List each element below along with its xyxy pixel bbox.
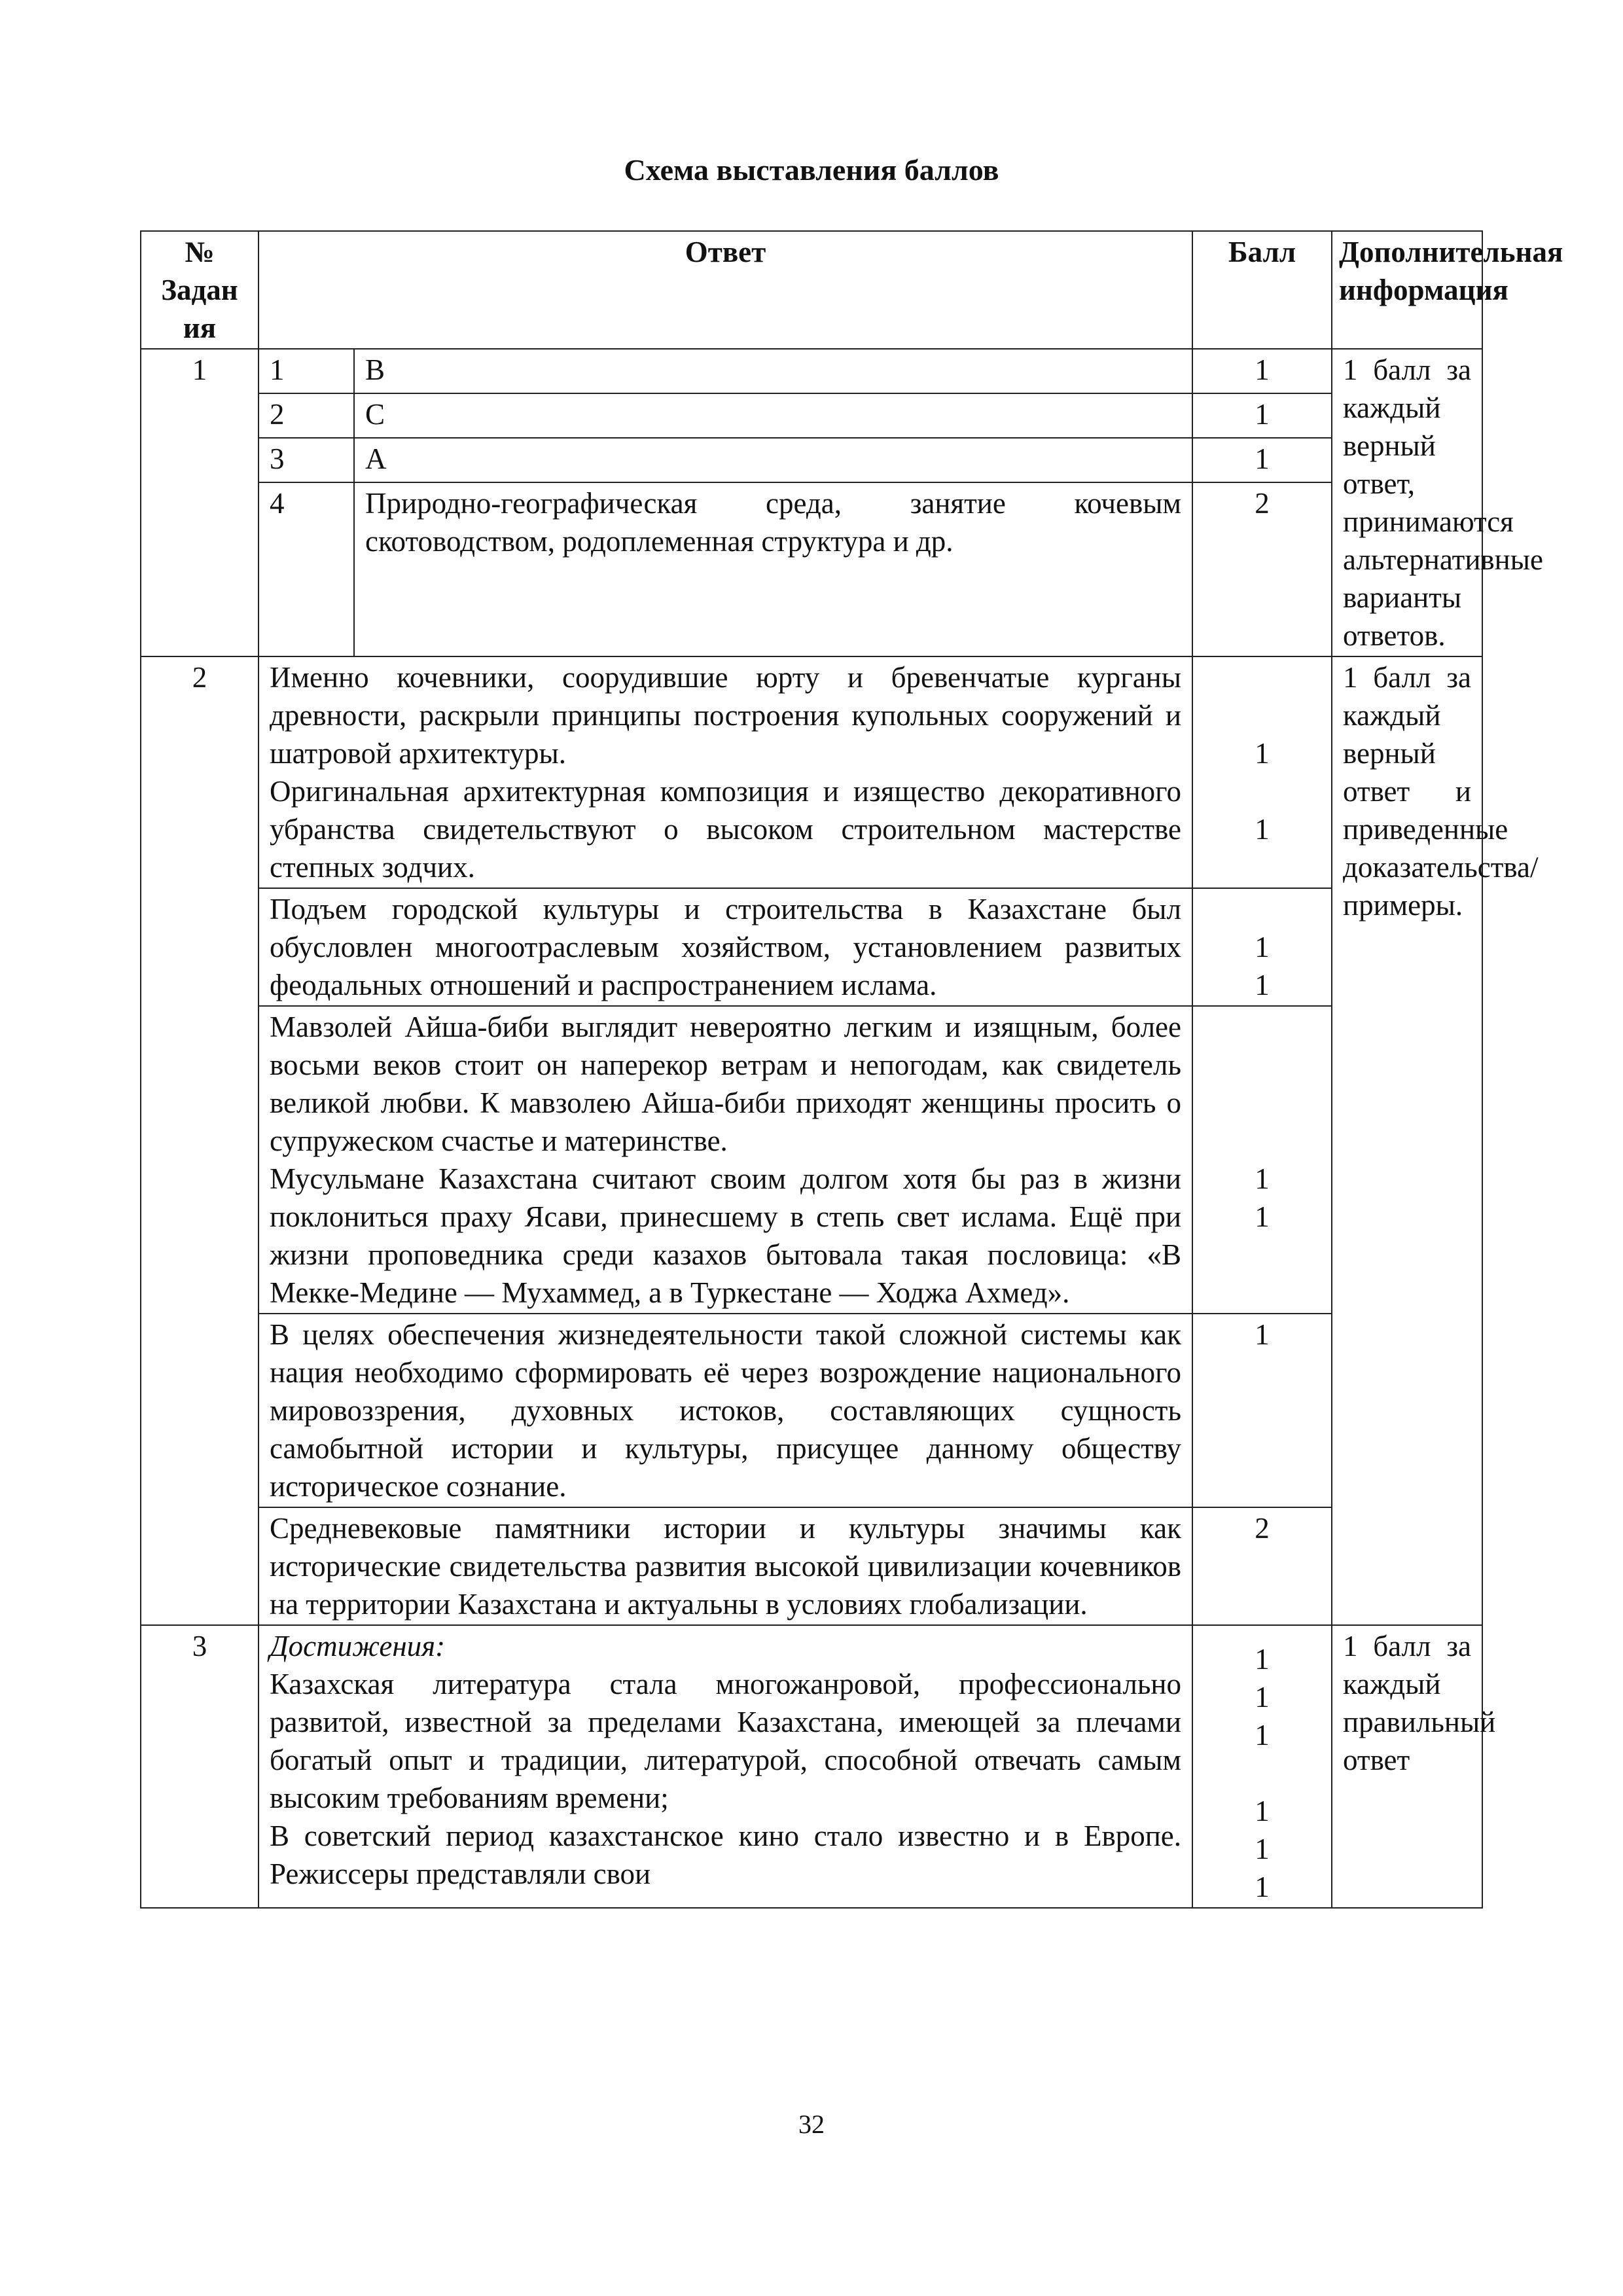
points-value: 1: [1255, 931, 1270, 963]
header-task-number: № Задан ия: [141, 231, 259, 349]
points-value: 1: [1255, 1162, 1270, 1195]
table-row: [141, 888, 1482, 1006]
page-number: 32: [798, 2109, 825, 2139]
points-value: 1: [1255, 969, 1270, 1001]
points-value: 1: [1255, 1318, 1270, 1351]
header-answer: Ответ: [259, 231, 1192, 349]
info-cell: 1 балл за каждый правильный ответ: [1332, 1625, 1482, 1908]
answer-cell: [259, 1314, 1192, 1507]
points-cell: 1: [1192, 393, 1332, 438]
table-row: [141, 656, 1482, 888]
points-cell: 2: [1192, 482, 1332, 656]
points-value: 1: [1255, 1643, 1270, 1676]
answer-cell: [259, 888, 1192, 1006]
answer-paragraph: Именно кочевники, соорудившие юрту и бревенчатые курганы древности, раскрыли принципы построения купольных сооружений и шатровой архитектуры.: [270, 661, 1181, 770]
info-cell: 1 балл за каждый верный ответ и приведенные доказательства/ примеры.: [1332, 656, 1482, 1625]
points-cell: [1192, 1006, 1332, 1314]
header-info: Дополнительная информация: [1332, 231, 1482, 349]
table-row: [141, 393, 1482, 438]
answer-cell: A: [354, 438, 1192, 482]
points-value: 1: [1255, 737, 1270, 770]
points-value: 1: [1255, 1681, 1270, 1713]
answer-paragraph: Мавзолей Айша-биби выглядит невероятно легким и изящным, более восьми веков стоит он наперекор ветрам и непогодам, как свидетель великой любви. К мавзолею Айша-биби приходят женщины просить о супружеском счастье и материнстве.: [270, 1011, 1181, 1157]
sub-number: 3: [259, 438, 354, 482]
answer-paragraph: Оригинальная архитектурная композиция и изящество декоративного убранства свидетельствуют о высоком строительном мастерстве степных зодчих.: [270, 775, 1181, 884]
answer-paragraph: В целях обеспечения жизнедеятельности такой сложной системы как нация необходимо сформировать её через возрождение национального мировоззрения, духовных истоков, составляющих сущность самобытной истории и культуры, присущее данному обществу историческое сознание.: [270, 1318, 1181, 1503]
answer-paragraph: Казахская литература стала многожанровой, профессионально развитой, известной за пределами Казахстана, имеющей за плечами богатый опыт и традиции, литературой, способной отвечать самым высоким требованиям времени;: [270, 1668, 1181, 1814]
answer-cell: [259, 1006, 1192, 1314]
table-row: [141, 1625, 1482, 1908]
points-cell: [1192, 1625, 1332, 1908]
answer-cell: [259, 1625, 1192, 1908]
answer-paragraph: В советский период казахстанское кино стало известно и в Европе. Режиссеры представляли свои: [270, 1820, 1181, 1890]
points-value: 1: [1255, 1871, 1270, 1903]
points-cell: [1192, 888, 1332, 1006]
page-title: Схема выставления баллов: [624, 153, 999, 187]
table-row: [141, 438, 1482, 482]
score-table: [140, 230, 1563, 1909]
answer-cell: [259, 656, 1192, 888]
table-row: [141, 1314, 1482, 1507]
points-value: 2: [1255, 1512, 1270, 1545]
points-value: 1: [1255, 1833, 1270, 1865]
answer-paragraph: Средневековые памятники истории и культуры значимы как исторические свидетельства развития высокой цивилизации кочевников на территории Казахстана и актуальны в условиях глобализации.: [270, 1512, 1181, 1621]
sub-number: 4: [259, 482, 354, 656]
info-cell: 1 балл за каждый верный ответ, принимаются альтернативные варианты ответов.: [1332, 349, 1482, 656]
table-row: [141, 349, 1482, 393]
answer-heading: Достижения:: [270, 1630, 446, 1662]
sub-number: 1: [259, 349, 354, 393]
task-number: 3: [141, 1625, 259, 1908]
answer-cell: Природно-географическая среда, занятие кочевым скотоводством, родоплеменная структура и др.: [354, 482, 1192, 656]
header-row: [141, 231, 1482, 349]
points-cell: 1: [1192, 438, 1332, 482]
points-cell: [1192, 1507, 1332, 1625]
answer-cell: C: [354, 393, 1192, 438]
table-row: [141, 1507, 1482, 1625]
points-cell: [1192, 1314, 1332, 1507]
points-cell: 1: [1192, 349, 1332, 393]
points-value: 1: [1255, 1795, 1270, 1827]
answer-paragraph: Мусульмане Казахстана считают своим долгом хотя бы раз в жизни поклониться праху Ясави, принесшему в степь свет ислама. Ещё при жизни проповедника среди казахов бытовала такая пословица: «В Мекке-Медине — Мухаммед, а в Туркестане — Ходжа Ахмед».: [270, 1162, 1181, 1309]
task-number: 1: [141, 349, 259, 656]
answer-cell: [259, 1507, 1192, 1625]
points-value: 1: [1255, 813, 1270, 846]
table-row: [141, 1006, 1482, 1314]
answer-paragraph: Подъем городской культуры и строительства в Казахстане был обусловлен многоотраслевым хозяйством, установлением развитых феодальных отношений и распространением ислама.: [270, 893, 1181, 1001]
points-cell: [1192, 656, 1332, 888]
task-number: 2: [141, 656, 259, 1625]
points-value: 1: [1255, 1200, 1270, 1233]
answer-cell: B: [354, 349, 1192, 393]
points-value: 1: [1255, 1719, 1270, 1751]
sub-number: 2: [259, 393, 354, 438]
table-row: [141, 482, 1482, 656]
header-points: Балл: [1192, 231, 1332, 349]
